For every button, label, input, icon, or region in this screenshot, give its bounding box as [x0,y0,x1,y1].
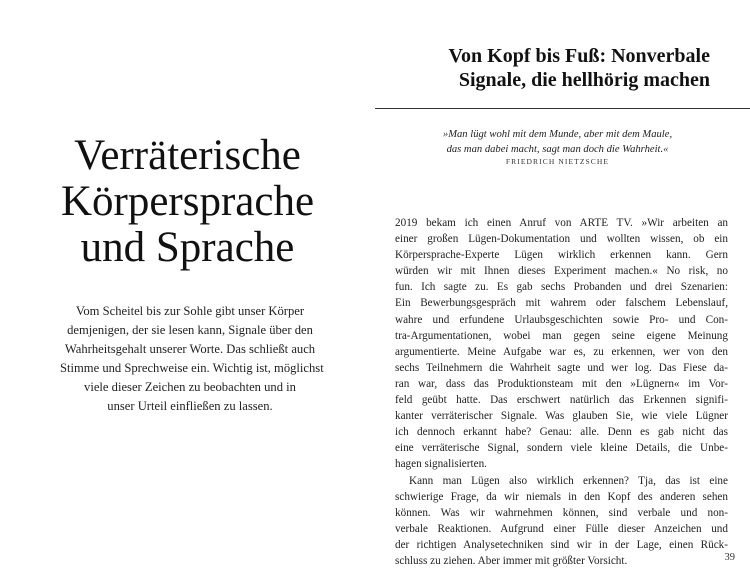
intro-line: Vom Scheitel bis zur Sohle gibt unser Körper [75,304,305,318]
body-line: feld geübt hatte. Das erschwert natürlich das Erkennen signifi- [395,394,728,407]
body-line: sechs Teilnehmern die Wahrheit sagte und wer log. Das Fiese da- [395,361,728,374]
section-intro [60,302,324,416]
body-line: argumentierte. Meine Aufgabe war es, zu erkennen, wer von den [395,345,728,358]
body-line: können. Was wir wahrnehmen können, sind verbale und non- [395,506,728,519]
body-line: eine verräterische Signal, sondern viele kleine Details, die Unbe- [395,442,728,455]
body-line: der richtigen Analysetechniken sind wir in der Lage, einen Rück- [395,538,728,551]
intro-line: Stimme und Sprechweise ein. Wichtig ist, möglichst [60,361,324,375]
intro-line: unser Urteil einfließen zu lassen. [107,399,273,413]
section-title-line: Verräterische [74,132,301,179]
body-line: fun. Ich sagte zu. Es gab sechs Probanden und drei Szenarien: [395,281,728,294]
body-line: ran war, dass das Produktionsteam mit den »Lügnern« im Vor- [395,377,728,390]
chapter-title-line: Signale, die hellhörig machen [458,69,710,91]
intro-line: viele dieser Zeichen zu beobachten und in [84,380,296,394]
title-rule-divider [375,108,750,109]
right-page [375,0,750,583]
epigraph-quote [395,127,720,157]
chapter-title [375,44,710,92]
epigraph-line: »Man lügt wohl mit dem Munde, aber mit dem Maule, [442,129,673,140]
body-line: hagen signalisierten. [395,458,487,471]
body-line: verbale Reaktionen. Aufgrund einer Fülle dieser Anzeichen und [395,522,728,535]
chapter-title-line: Von Kopf bis Fuß: Nonverbale [448,45,710,67]
body-line: tra-Argumentationen, wobei man gegen seine eigene Meinung [395,329,728,342]
section-title-line: und Sprache [80,224,295,271]
body-line: schluss zu ziehen. Aber immer mit größter Vorsicht. [395,554,628,567]
body-line: 2019 bekam ich einen Anruf von ARTE TV. »Wir arbeiten an [395,217,728,229]
page-number: 39 [724,552,735,563]
body-line: Ein Bewerbungsgespräch mit wahrem oder falschem Lebenslauf, [395,297,728,310]
intro-line: Wahrheitsgehalt unserer Worte. Das schließt auch [64,342,316,356]
intro-line: demjenigen, der sie lesen kann, Signale über den [67,323,313,337]
epigraph-line: das man dabei macht, sagt man doch die Wahrheit.« [446,144,669,155]
body-line: würden wir mit Ihnen dieses Experiment machen.« No risk, no [395,265,728,278]
body-line: wahre und erfundene Urlaubsgeschichten sowie Pro- und Con- [395,313,728,326]
body-line: Kann man Lügen also wirklich erkennen? Tja, das ist eine [409,474,728,487]
section-title [20,133,355,271]
body-line: ich dennoch erkannt habe? Genau: alle. Denn es gab nicht das [395,426,728,439]
section-title-line: Körpersprache [60,178,315,225]
body-line: einer großen Lügen-Dokumentation und wollten wissen, ob ein [395,233,728,246]
body-line: kanter verräterischer Signale. Was glauben Sie, wie viele Lügner [395,410,728,423]
body-line: Körpersprache-Experte Lügen wirklich erkennen kann. Gern [395,249,728,262]
body-text [395,215,728,569]
epigraph-author: FRIEDRICH NIETZSCHE [505,157,610,166]
body-line: schwierige Frage, da wir niemals in den Kopf des anderen sehen [395,490,728,503]
